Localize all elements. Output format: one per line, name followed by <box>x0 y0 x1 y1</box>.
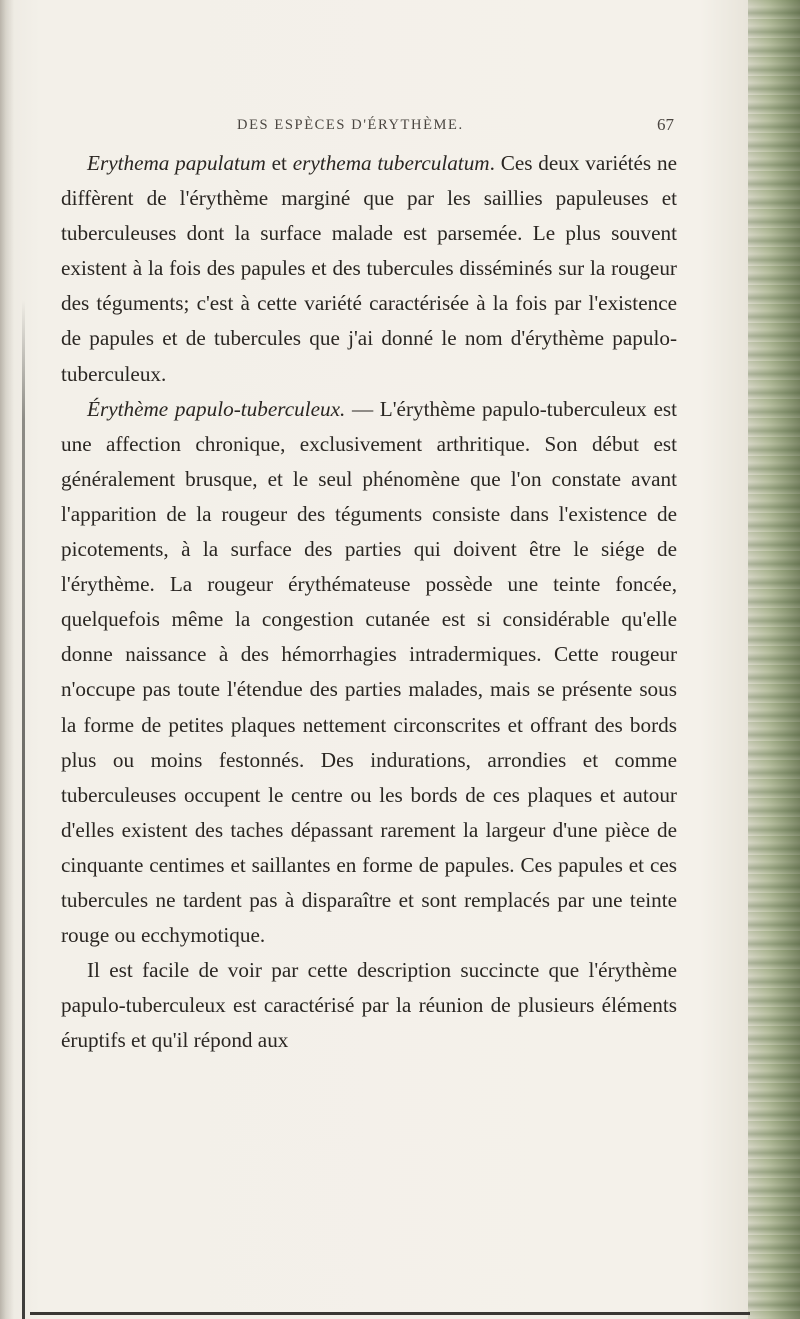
page-edge-texture <box>748 0 800 1319</box>
latin-term-tuberculatum: erythema tuberculatum <box>292 151 490 175</box>
connector-word: et <box>265 151 293 175</box>
bottom-edge-line <box>30 1312 750 1315</box>
page-number: 67 <box>657 115 674 134</box>
paragraph-2 <box>61 392 677 954</box>
paragraph-3-body: Il est facile de voir par cette description succincte que l'érythème papulo-tuberculeux est caractérisé par la réunion de plusieurs éléments éruptifs et qu'il répond aux <box>61 958 677 1053</box>
running-head: DES ESPÈCES D'ÉRYTHÈME. <box>237 117 464 133</box>
section-heading-italic: Érythème papulo-tuberculeux. <box>87 396 346 421</box>
paragraph-3 <box>61 953 677 1058</box>
paragraph-1 <box>61 146 677 392</box>
paragraph-2-body: — L'érythème papulo-tuberculeux est une affection chronique, exclusivement arthritique. Son début est généralement brusque, et le seul phénomène que l'on constate avant l'apparition de la rougeur des téguments consiste dans l'existence de picotements, à la surface des parties qui doivent être le siége de l'érythème. La rougeur érythémateuse possède une teinte foncée, quelquefois même la congestion cutanée est si considérable qu'elle donne naissance à des hémorrhagies intradermiques. Cette rougeur n'occupe pas toute l'étendue des parties malades, mais se présente sous la forme de petites plaques nettement circonscrites et offrant des bords plus ou moins festonnés. Des indurations, arrondies et comme tuberculeuses occupent le centre ou les bords de ces plaques et autour d'elles existent des taches dépassant rarement la largeur d'une pièce de cinquante centimes et saillantes en forme de papules. Ces papules et ces tubercules ne tardent pas à disparaître et sont remplacés par une teinte rouge ou ecchymotique. <box>61 396 677 948</box>
latin-term-papulatum: Erythema papulatum <box>87 151 266 175</box>
body-text <box>61 146 677 1058</box>
page-header <box>0 117 800 137</box>
paragraph-1-body: . Ces deux variétés ne diffèrent de l'érythème marginé que par les saillies papuleuses et tuberculeuses dont la surface malade est parsemée. Le plus souvent existent à la fois des papules et des tubercules disséminés sur la rougeur des téguments; c'est à cette variété caractérisée à la fois par l'existence de papules et de tubercules que j'ai donné le nom d'érythème papulo-tuberculeux. <box>61 151 677 386</box>
gutter-shadow <box>0 0 14 1319</box>
binding-edge-line <box>22 300 25 1319</box>
